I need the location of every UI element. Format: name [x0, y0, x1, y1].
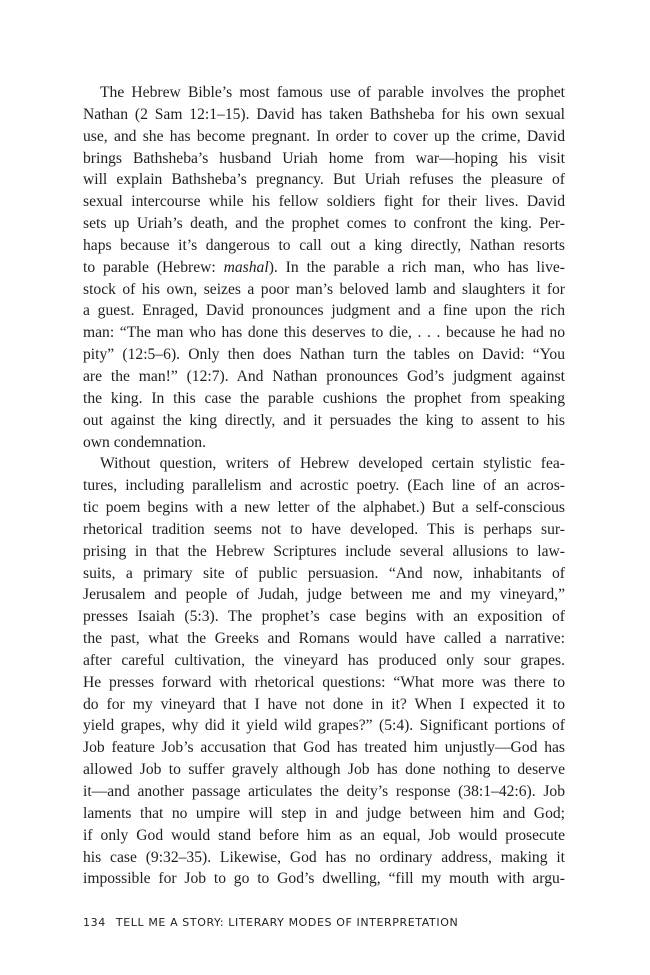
text-line: tures, including parallelism and acrostic poetry. (Each line of an acros-: [83, 477, 565, 495]
text-line: allowed Job to suffer gravely although Job has done nothing to deserve: [83, 761, 565, 779]
text-line: his case (9:32–35). Likewise, God has no ordinary address, making it: [83, 848, 565, 866]
page-number: 134: [83, 916, 106, 929]
text-line: suits, a primary site of public persuasion. “And now, inhabitants of: [83, 564, 565, 582]
text-line: yield grapes, why did it yield wild grapes?” (5:4). Significant portions of: [83, 717, 565, 735]
text-line: own condemnation.: [83, 433, 206, 451]
text-line: Jerusalem and people of Judah, judge between me and my vineyard,”: [83, 586, 565, 604]
text-line: haps because it’s dangerous to call out a king directly, Nathan resorts: [83, 236, 565, 254]
text-line: after careful cultivation, the vineyard has produced only sour grapes.: [83, 651, 565, 669]
body-text: [83, 82, 565, 890]
text-line: a guest. Enraged, David pronounces judgment and a fine upon the rich: [83, 302, 565, 320]
text-line: the past, what the Greeks and Romans would have called a narrative:: [83, 630, 565, 648]
text-line: if only God would stand before him as an equal, Job would prosecute: [83, 826, 565, 844]
text-line: to parable (Hebrew: mashal). In the parable a rich man, who has live-: [83, 258, 565, 276]
text-line: presses Isaiah (5:3). The prophet’s case begins with an exposition of: [83, 608, 565, 626]
text-line: the king. In this case the parable cushions the prophet from speaking: [83, 389, 565, 407]
text-line: brings Bathsheba’s husband Uriah home from war—hoping his visit: [83, 149, 565, 167]
text-line: man: “The man who has done this deserves to die, . . . because he had no: [83, 324, 565, 342]
text-line: rhetorical tradition seems not to have developed. This is perhaps sur-: [83, 520, 565, 538]
text-line: The Hebrew Bible’s most famous use of parable involves the prophet: [100, 84, 565, 101]
text-line: impossible for Job to go to God’s dwelling, “fill my mouth with argu-: [83, 870, 565, 888]
text-line: Job feature Job’s accusation that God has treated him unjustly—God has: [83, 739, 565, 757]
paragraph-1: [83, 82, 565, 453]
text-line: will explain Bathsheba’s pregnancy. But Uriah refuses the pleasure of: [83, 171, 565, 189]
text-line: sets up Uriah’s death, and the prophet comes to confront the king. Per-: [83, 215, 565, 233]
text-line: use, and she has become pregnant. In order to cover up the crime, David: [83, 127, 565, 145]
paragraph-2: [83, 453, 565, 890]
text-line: tic poem begins with a new letter of the alphabet.) But a self-conscious: [83, 499, 565, 517]
text-line: Nathan (2 Sam 12:1–15). David has taken Bathsheba for his own sexual: [83, 105, 565, 123]
text-line: sexual intercourse while his fellow soldiers fight for their lives. David: [83, 193, 565, 211]
text-line: He presses forward with rhetorical questions: “What more was there to: [83, 673, 565, 691]
text-line: out against the king directly, and it persuades the king to assent to his: [83, 411, 565, 429]
text-line: stock of his own, seizes a poor man’s beloved lamb and slaughters it for: [83, 280, 565, 298]
text-line: it—and another passage articulates the deity’s response (38:1–42:6). Job: [83, 783, 565, 800]
text-line: do for my vineyard that I have not done in it? When I expected it to: [83, 695, 565, 713]
text-line: Without question, writers of Hebrew developed certain stylistic fea-: [100, 455, 565, 473]
text-line: pity” (12:5–6). Only then does Nathan turn the tables on David: “You: [83, 346, 565, 364]
text-line: are the man!” (12:7). And Nathan pronounces God’s judgment against: [83, 367, 565, 385]
running-head: TELL ME A STORY: LITERARY MODES OF INTERPRETATION: [115, 916, 459, 929]
text-line: prising in that the Hebrew Scriptures include several allusions to law-: [83, 542, 565, 560]
page-footer: [83, 916, 458, 929]
text-line: laments that no umpire will step in and judge between him and God;: [83, 804, 565, 822]
